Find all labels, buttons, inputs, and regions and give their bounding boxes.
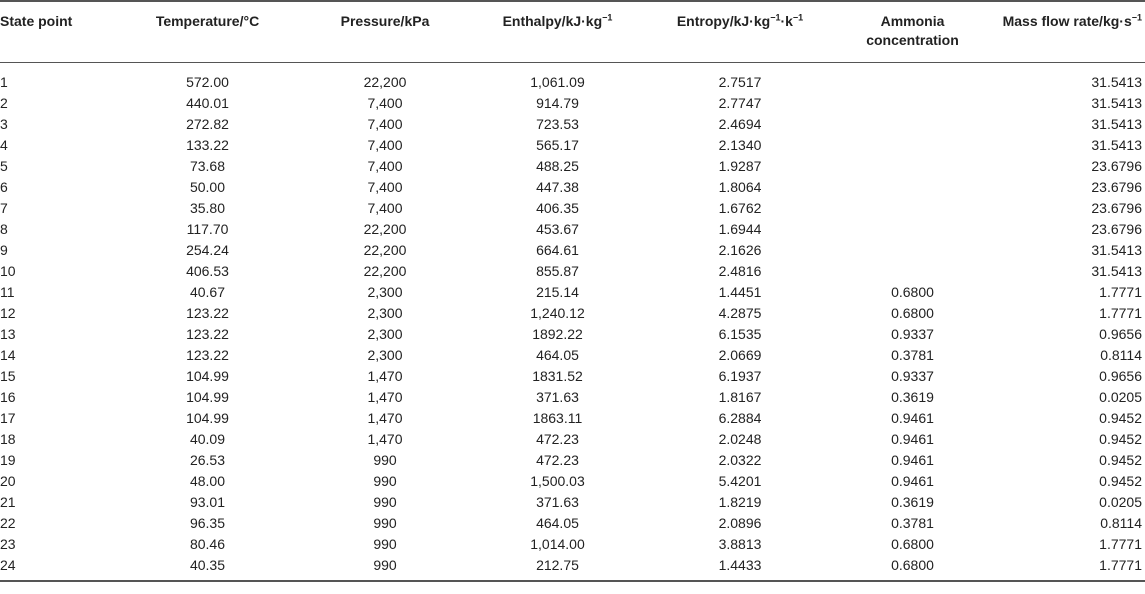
cell-mass-flow-rate: 31.5413: [1091, 242, 1142, 258]
cell-pressure: 2,300: [367, 305, 403, 321]
cell-temperature: 123.22: [186, 326, 229, 342]
cell-ammonia-concentration: [835, 177, 990, 198]
cell-ammonia-concentration: [835, 261, 990, 282]
table-row: [0, 135, 1145, 156]
cell-state-point: 15: [0, 368, 16, 384]
table-row: [0, 156, 1145, 177]
cell-ammonia-concentration: 0.9461: [891, 431, 934, 447]
cell-temperature: 272.82: [186, 116, 229, 132]
cell-entropy: 2.0322: [718, 452, 762, 468]
cell-enthalpy: 914.79: [536, 95, 579, 111]
cell-temperature: 406.53: [186, 263, 229, 279]
cell-pressure: 7,400: [367, 116, 403, 132]
cell-enthalpy: 472.23: [536, 452, 579, 468]
cell-pressure: 990: [373, 494, 397, 510]
table-row: [0, 282, 1145, 303]
cell-state-point: 6: [0, 179, 8, 195]
cell-entropy: 6.1535: [718, 326, 762, 342]
cell-ammonia-concentration: [835, 114, 990, 135]
table-row: [0, 93, 1145, 114]
cell-ammonia-concentration: [835, 240, 990, 261]
cell-state-point: 24: [0, 555, 115, 581]
cell-entropy: 2.7747: [718, 95, 762, 111]
table-row: [0, 450, 1145, 471]
cell-state-point: 21: [0, 494, 16, 510]
cell-entropy: 2.0896: [718, 515, 762, 531]
cell-state-point: 23: [0, 536, 16, 552]
cell-pressure: 2,300: [367, 326, 403, 342]
cell-state-point: 3: [0, 116, 8, 132]
cell-state-point: 18: [0, 431, 16, 447]
cell-temperature: 73.68: [189, 158, 226, 174]
cell-mass-flow-rate: 31.5413: [1091, 95, 1142, 111]
cell-state-point: 20: [0, 473, 16, 489]
cell-temperature: 440.01: [186, 95, 229, 111]
cell-enthalpy: 371.63: [536, 389, 579, 405]
table-row: [0, 408, 1145, 429]
cell-ammonia-concentration: 0.9461: [891, 452, 934, 468]
cell-entropy: 2.1340: [718, 137, 762, 153]
cell-enthalpy: 1,500.03: [530, 473, 585, 489]
cell-enthalpy: 723.53: [536, 116, 579, 132]
cell-ammonia-concentration: 0.6800: [891, 284, 934, 300]
cell-pressure: 990: [300, 555, 470, 581]
table-row: [0, 387, 1145, 408]
cell-entropy: 3.8813: [718, 536, 762, 552]
cell-mass-flow-rate: 31.5413: [1091, 263, 1142, 279]
cell-temperature: 254.24: [186, 242, 229, 258]
cell-state-point: 17: [0, 410, 16, 426]
cell-temperature: 26.53: [189, 452, 226, 468]
header-entropy: Entropy/$kJ\cdot kg^{-1}\cdot k^{-1}$: [645, 1, 835, 63]
cell-ammonia-concentration: 0.3781: [891, 515, 934, 531]
cell-ammonia-concentration: 0.6800: [891, 536, 934, 552]
cell-pressure: 7,400: [367, 158, 403, 174]
cell-mass-flow-rate: 23.6796: [1091, 200, 1142, 216]
cell-enthalpy: 565.17: [536, 137, 579, 153]
cell-temperature: 123.22: [186, 347, 229, 363]
cell-mass-flow-rate: 23.6796: [1091, 158, 1142, 174]
table-row: [0, 261, 1145, 282]
cell-enthalpy: 1,240.12: [530, 305, 585, 321]
cell-entropy: 2.7517: [718, 74, 762, 90]
cell-entropy: 1.8064: [718, 179, 762, 195]
cell-pressure: 7,400: [367, 200, 403, 216]
cell-temperature: 50.00: [189, 179, 226, 195]
table-row: [0, 429, 1145, 450]
table-row: [0, 198, 1145, 219]
cell-mass-flow-rate: 0.0205: [1099, 389, 1142, 405]
table-row: [0, 324, 1145, 345]
cell-entropy: 1.9287: [718, 158, 762, 174]
cell-temperature: 40.35: [115, 555, 300, 581]
cell-entropy: 2.1626: [718, 242, 762, 258]
cell-state-point: 4: [0, 137, 8, 153]
cell-entropy: 1.4433: [645, 555, 835, 581]
cell-pressure: 2,300: [367, 347, 403, 363]
table-row: [0, 492, 1145, 513]
cell-enthalpy: 453.67: [536, 221, 579, 237]
cell-enthalpy: 212.75: [470, 555, 645, 581]
cell-mass-flow-rate: 0.9656: [1099, 368, 1142, 384]
cell-entropy: 6.2884: [718, 410, 762, 426]
cell-temperature: 40.09: [189, 431, 226, 447]
cell-mass-flow-rate: 0.9656: [1099, 326, 1142, 342]
table-row: [0, 471, 1145, 492]
cell-ammonia-concentration: 0.3619: [891, 389, 934, 405]
cell-ammonia-concentration: 0.3619: [891, 494, 934, 510]
cell-temperature: 117.70: [186, 221, 229, 237]
cell-temperature: 96.35: [189, 515, 226, 531]
cell-enthalpy: 855.87: [536, 263, 579, 279]
cell-mass-flow-rate: 1.7771: [990, 555, 1145, 581]
cell-mass-flow-rate: 0.8114: [1100, 515, 1142, 531]
cell-ammonia-concentration: 0.6800: [891, 305, 934, 321]
cell-state-point: 11: [0, 284, 15, 300]
cell-state-point: 22: [0, 515, 16, 531]
table-row: [0, 513, 1145, 534]
cell-mass-flow-rate: 0.9452: [1099, 431, 1142, 447]
cell-pressure: 990: [373, 515, 397, 531]
cell-entropy: 4.2875: [718, 305, 762, 321]
cell-temperature: 133.22: [186, 137, 229, 153]
cell-entropy: 1.8219: [718, 494, 762, 510]
cell-pressure: 990: [373, 452, 397, 468]
cell-temperature: 48.00: [189, 473, 226, 489]
cell-mass-flow-rate: 31.5413: [1091, 116, 1142, 132]
cell-ammonia-concentration: 0.9337: [891, 368, 934, 384]
cell-enthalpy: 472.23: [536, 431, 579, 447]
cell-mass-flow-rate: 1.7771: [1099, 536, 1142, 552]
cell-temperature: 123.22: [186, 305, 229, 321]
cell-ammonia-concentration: [835, 198, 990, 219]
cell-pressure: 22,200: [363, 74, 407, 90]
cell-state-point: 8: [0, 221, 8, 237]
cell-mass-flow-rate: 23.6796: [1091, 179, 1142, 195]
cell-temperature: 40.67: [189, 284, 226, 300]
cell-temperature: 104.99: [186, 410, 229, 426]
header-state-point: State point: [0, 1, 115, 63]
cell-pressure: 7,400: [367, 137, 403, 153]
cell-state-point: 10: [0, 263, 16, 279]
cell-ammonia-concentration: [835, 156, 990, 177]
cell-state-point: 12: [0, 305, 16, 321]
header-temperature: Temperature/°C: [115, 1, 300, 63]
cell-entropy: 1.6944: [718, 221, 762, 237]
cell-enthalpy: 1,061.09: [530, 74, 585, 90]
table-row: [0, 366, 1145, 387]
table-row: [0, 534, 1145, 555]
table-row: [0, 114, 1145, 135]
cell-ammonia-concentration: 0.9461: [891, 410, 934, 426]
cell-enthalpy: 371.63: [536, 494, 579, 510]
cell-enthalpy: 464.05: [536, 347, 579, 363]
cell-pressure: 7,400: [367, 179, 403, 195]
cell-pressure: 22,200: [363, 221, 407, 237]
cell-mass-flow-rate: 1.7771: [1099, 305, 1142, 321]
cell-pressure: 990: [373, 536, 397, 552]
cell-ammonia-concentration: 0.6800: [835, 555, 990, 581]
header-ammonia-concentration: Ammonia concentration: [835, 1, 990, 63]
cell-pressure: 22,200: [363, 263, 407, 279]
cell-entropy: 2.0248: [718, 431, 762, 447]
cell-entropy: 1.6762: [718, 200, 762, 216]
cell-ammonia-concentration: 0.9461: [891, 473, 934, 489]
header-enthalpy: Enthalpy/$kJ\cdot kg^{-1}$: [470, 1, 645, 63]
cell-temperature: 104.99: [186, 368, 229, 384]
cell-enthalpy: 1892.22: [532, 326, 583, 342]
cell-entropy: 1.4451: [718, 284, 762, 300]
cell-state-point: 7: [0, 200, 8, 216]
cell-ammonia-concentration: [835, 93, 990, 114]
cell-ammonia-concentration: [835, 63, 990, 94]
cell-mass-flow-rate: 0.9452: [1099, 410, 1142, 426]
cell-pressure: 2,300: [367, 284, 403, 300]
cell-mass-flow-rate: 23.6796: [1091, 221, 1142, 237]
cell-entropy: 5.4201: [718, 473, 762, 489]
cell-temperature: 80.46: [189, 536, 226, 552]
table-body: [0, 63, 1145, 582]
table-row: [0, 63, 1145, 94]
cell-pressure: 1,470: [367, 389, 403, 405]
cell-state-point: 9: [0, 242, 8, 258]
header-pressure: Pressure/kPa: [300, 1, 470, 63]
cell-state-point: 1: [0, 74, 8, 90]
cell-enthalpy: 1831.52: [532, 368, 583, 384]
cell-mass-flow-rate: 31.5413: [1091, 74, 1142, 90]
cell-state-point: 16: [0, 389, 16, 405]
table-row: [0, 555, 1145, 581]
cell-temperature: 35.80: [189, 200, 226, 216]
table-row: [0, 345, 1145, 366]
cell-enthalpy: 464.05: [536, 515, 579, 531]
cell-enthalpy: 447.38: [536, 179, 579, 195]
cell-ammonia-concentration: 0.3781: [891, 347, 934, 363]
table-row: [0, 303, 1145, 324]
cell-entropy: 2.4816: [718, 263, 762, 279]
cell-entropy: 2.0669: [718, 347, 762, 363]
cell-enthalpy: 1863.11: [532, 410, 583, 426]
cell-temperature: 572.00: [186, 74, 229, 90]
cell-mass-flow-rate: 0.9452: [1099, 473, 1142, 489]
cell-temperature: 93.01: [189, 494, 226, 510]
cell-entropy: 2.4694: [718, 116, 762, 132]
cell-enthalpy: 664.61: [536, 242, 579, 258]
cell-mass-flow-rate: 0.9452: [1099, 452, 1142, 468]
cell-ammonia-concentration: 0.9337: [891, 326, 934, 342]
cell-enthalpy: 406.35: [536, 200, 579, 216]
cell-mass-flow-rate: 31.5413: [1091, 137, 1142, 153]
cell-pressure: 1,470: [367, 410, 403, 426]
cell-mass-flow-rate: 0.8114: [1100, 347, 1142, 363]
table-row: [0, 240, 1145, 261]
cell-entropy: 1.8167: [718, 389, 762, 405]
cell-pressure: 1,470: [367, 431, 403, 447]
cell-ammonia-concentration: [835, 135, 990, 156]
header-mass-flow-rate: Mass flow rate/$kg\cdot s^{-1}$: [990, 1, 1145, 63]
cell-enthalpy: 215.14: [536, 284, 579, 300]
table-row: [0, 219, 1145, 240]
cell-mass-flow-rate: 0.0205: [1099, 494, 1142, 510]
header-row: [0, 1, 1145, 63]
cell-state-point: 14: [0, 347, 16, 363]
cell-enthalpy: 488.25: [536, 158, 579, 174]
cell-temperature: 104.99: [186, 389, 229, 405]
cell-state-point: 5: [0, 158, 8, 174]
cell-state-point: 13: [0, 326, 16, 342]
cell-ammonia-concentration: [835, 219, 990, 240]
cell-enthalpy: 1,014.00: [530, 536, 585, 552]
cell-pressure: 22,200: [363, 242, 407, 258]
cell-mass-flow-rate: 1.7771: [1099, 284, 1142, 300]
cell-pressure: 7,400: [367, 95, 403, 111]
cell-entropy: 6.1937: [718, 368, 762, 384]
cell-pressure: 1,470: [367, 368, 403, 384]
cell-pressure: 990: [373, 473, 397, 489]
table-row: [0, 177, 1145, 198]
cell-state-point: 19: [0, 452, 16, 468]
cell-state-point: 2: [0, 95, 8, 111]
